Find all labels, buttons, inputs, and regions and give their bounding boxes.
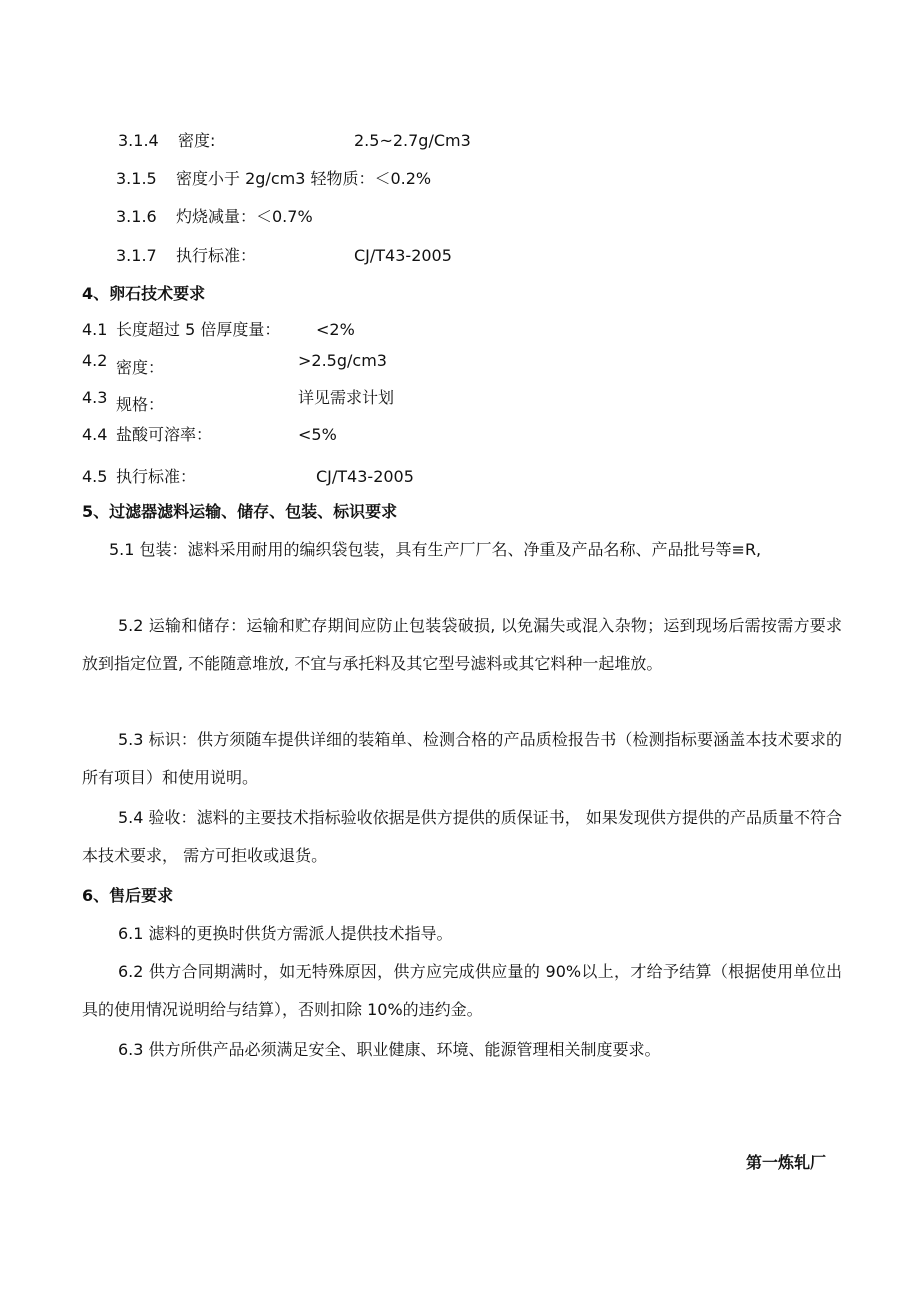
item-3-1-5-text: 密度小于 2g/cm3 轻物质：＜0.2% bbox=[176, 169, 432, 188]
item-4-1-label: 长度超过 5 倍厚度量： bbox=[116, 320, 281, 339]
paragraph-6-1: 6.1 滤料的更换时供货方需派人提供技术指导。 bbox=[118, 924, 453, 943]
item-4-5-value: CJ/T43-2005 bbox=[316, 467, 414, 486]
paragraph-6-3: 6.3 供方所供产品必须满足安全、职业健康、环境、能源管理相关制度要求。 bbox=[118, 1040, 661, 1059]
signature-unit-name: 第一炼轧厂 bbox=[746, 1153, 827, 1172]
item-4-3-number: 4.3 bbox=[82, 388, 108, 407]
item-4-2-value: >2.5g/cm3 bbox=[298, 351, 387, 370]
section-4-heading: 4、卵石技术要求 bbox=[82, 284, 206, 303]
item-3-1-4-number: 3.1.4 bbox=[118, 131, 159, 150]
item-3-1-4-value: 2.5~2.7g/Cm3 bbox=[354, 131, 471, 150]
item-3-1-7-label: 执行标准： bbox=[176, 246, 257, 265]
item-4-1-value: <2% bbox=[316, 320, 355, 339]
paragraph-6-2: 6.2 供方合同期满时，如无特殊原因，供方应完成供应量的 90%以上，才给予结算（根据使用单位出具的使用情况说明给与结算），否则扣除 10%的违约金。 bbox=[82, 962, 842, 1019]
item-4-4-value: <5% bbox=[298, 425, 337, 444]
paragraph-5-3: 5.3 标识：供方须随车提供详细的装箱单、检测合格的产品质检报告书（检测指标要涵盖本技术要求的所有项目）和使用说明。 bbox=[82, 730, 842, 787]
item-3-1-6-text: 灼烧减量：＜0.7% bbox=[176, 207, 313, 226]
item-4-3-value: 详见需求计划 bbox=[298, 388, 395, 407]
item-4-5-number: 4.5 bbox=[82, 467, 108, 486]
item-3-1-5-number: 3.1.5 bbox=[116, 169, 157, 188]
item-4-4-label: 盐酸可溶率： bbox=[116, 425, 213, 444]
item-4-1-number: 4.1 bbox=[82, 320, 108, 339]
item-4-2-label: 密度： bbox=[116, 358, 165, 377]
item-4-5-label: 执行标准： bbox=[116, 467, 197, 486]
paragraph-5-4: 5.4 验收：滤料的主要技术指标验收依据是供方提供的质保证书， 如果发现供方提供的产品质量不符合本技术要求， 需方可拒收或退货。 bbox=[82, 808, 842, 865]
item-3-1-7-value: CJ/T43-2005 bbox=[354, 246, 452, 265]
section-5-heading: 5、过滤器滤料运输、储存、包装、标识要求 bbox=[82, 502, 398, 521]
paragraph-5-1: 5.1 包装：滤料采用耐用的编织袋包装，具有生产厂厂名、净重及产品名称、产品批号等≡R, bbox=[109, 540, 762, 559]
item-4-2-number: 4.2 bbox=[82, 351, 108, 370]
section-6-heading: 6、售后要求 bbox=[82, 886, 174, 905]
item-3-1-4-label: 密度: bbox=[178, 131, 216, 150]
item-3-1-7-number: 3.1.7 bbox=[116, 246, 157, 265]
item-3-1-6-number: 3.1.6 bbox=[116, 207, 157, 226]
item-4-3-label: 规格： bbox=[116, 395, 165, 414]
item-4-4-number: 4.4 bbox=[82, 425, 108, 444]
paragraph-5-2: 5.2 运输和储存：运输和贮存期间应防止包装袋破损, 以免漏失或混入杂物；运到现场后需按需方要求放到指定位置, 不能随意堆放, 不宜与承托料及其它型号滤料或其它料种一起堆放。 bbox=[82, 616, 842, 673]
